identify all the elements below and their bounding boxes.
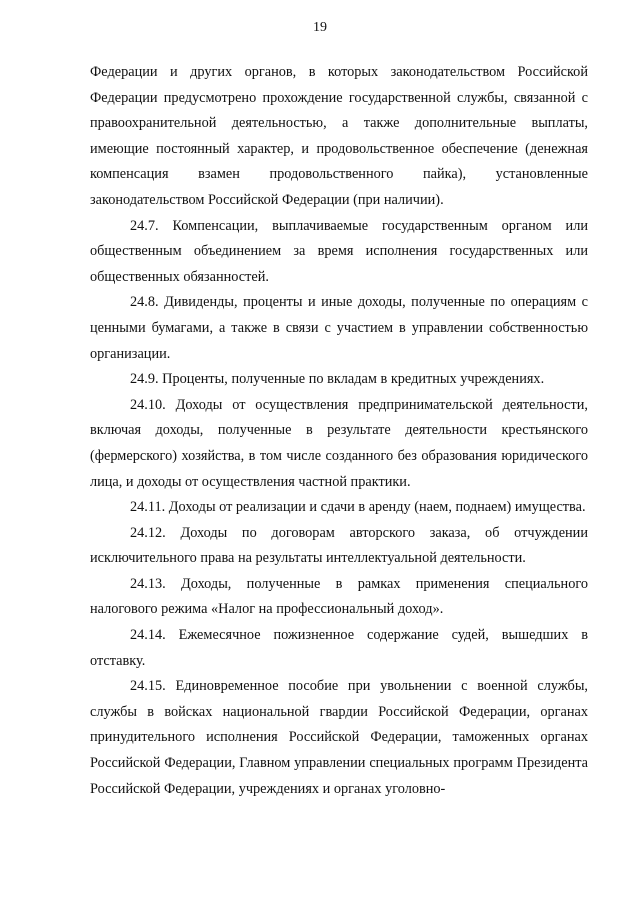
paragraph-24-15: 24.15. Единовременное пособие при увольнении с военной службы, службы в войсках национальной гвардии Российской Федерации, органах принудительного исполнения Российской Федерации, таможенных органах Российской Федерации, Главном управлении специальных программ Президента Российской Федерации, учреждениях и органах уголовно- (90, 678, 588, 797)
paragraph-24-11: 24.11. Доходы от реализации и сдачи в аренду (наем, поднаем) имущества. (130, 499, 586, 516)
paragraph-24-10: 24.10. Доходы от осуществления предпринимательской деятельности, включая доходы, полученные в результате деятельности крестьянского (фермерского) хозяйства, в том числе созданного без образования юридического лица, и доходы от осуществления частной практики. (90, 396, 588, 490)
document-body (90, 60, 588, 802)
paragraph-continuation: Федерации и других органов, в которых законодательством Российской Федерации предусмотрено прохождение государственной службы, связанной с правоохранительной деятельностью, а также дополнительные выплаты, имеющие постоянный характер, и продовольственное обеспечение (денежная компенсация взамен продовольственного пайка), установленные законодательством Российской Федерации (при наличии). (90, 64, 588, 208)
paragraph-24-7: 24.7. Компенсации, выплачиваемые государственным органом или общественным объединением за время исполнения государственных или общественных обязанностей. (90, 217, 588, 285)
paragraph-24-14: 24.14. Ежемесячное пожизненное содержание судей, вышедших в отставку. (90, 627, 588, 669)
page-number: 19 (313, 20, 327, 35)
paragraph-24-13: 24.13. Доходы, полученные в рамках применения специального налогового режима «Налог на профессиональный доход». (90, 575, 588, 618)
paragraph-24-9: 24.9. Проценты, полученные по вкладам в кредитных учреждениях. (130, 371, 545, 388)
paragraph-24-12: 24.12. Доходы по договорам авторского заказа, об отчуждении исключительного права на результаты интеллектуальной деятельности. (90, 524, 588, 567)
paragraph-24-8: 24.8. Дивиденды, проценты и иные доходы, полученные по операциям с ценными бумагами, а также в связи с участием в управлении собственностью организации. (90, 294, 588, 362)
